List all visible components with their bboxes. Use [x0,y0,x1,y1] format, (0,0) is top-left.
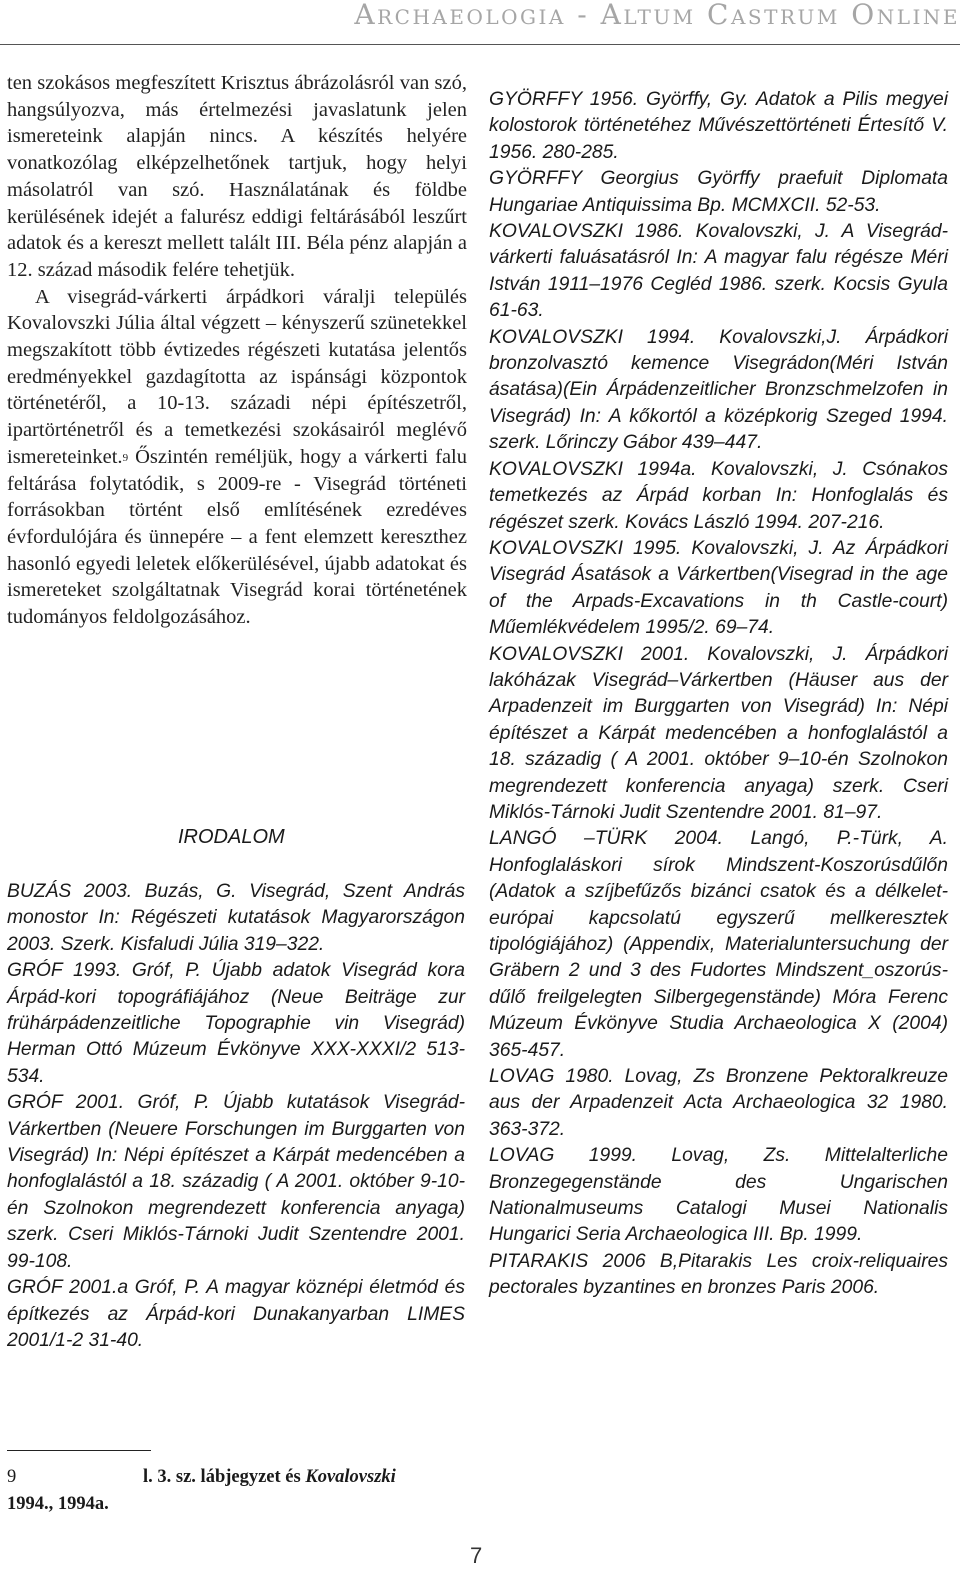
reference-entry: KOVALOVSZKI 1995. Kovalovszki, J. Az Árpádkori Visegrád Ásatások a Várkertben(Visegrad in the age of the Arpads-Excavations in th Castle-court) Műemlékvédelem 1995/2. 69–74. [489,537,948,639]
running-header [0,0,960,46]
body-paragraph-2 [7,284,467,631]
body-paragraph-2-part-a: A visegrád-várkerti árpádkori váralji település Kovalovszki Júlia által végzett – kényszerű szünetekkel megszakított több évtizedes régészeti kutatása jelentős eredményekkel gazdagította az ispánsági központok történetéről, a 10-13. századi népi építészetről, ipartörténetről és a temetkezési szokásairól meglévő ismereteinket. [7,285,467,468]
footnote-text-line2: 1994., 1994a. [7,1494,109,1514]
reference-entry: LOVAG 1980. Lovag, Zs Bronzene Pektoralkreuze aus der Arpadenzeit Acta Archaeologica 32 1980. 363-372. [489,1066,948,1140]
reference-entry: GYÖRFFY 1956. Györffy, Gy. Adatok a Pilis megyei kolostorok történetéhez Művészettörténeti Értesítő V. 1956. 280-285. [489,89,948,163]
footnote-number: 9 [7,1467,17,1487]
footnote [7,1464,467,1518]
footnote-rule [7,1450,151,1451]
reference-entry: GYÖRFFY Georgius Györffy praefuit Diplomata Hungariae Antiquissima Bp. MCMXCII. 52-53. [489,168,948,216]
footnote-marker: 9 [122,451,129,464]
references-left [7,879,465,1354]
body-paragraph-2-part-b: Őszintén reméljük, hogy a várkerti falu feltárása folytatódik, s 2009-re - Visegrád történeti forrásokban történt első említésének ezredéves évfordulójára és ünnepére – a fent elemzett kereszthez hasonló egyedi leletek előkerülésével, újabb adatokat és ismereteket szolgáltatnak Visegrád korai történetének tudományos feldolgozásához. [7,445,467,629]
reference-entry: LANGÓ –TÜRK 2004. Langó, P.-Türk, A. Honfoglaláskori sírok Mindszent-Koszorúsdűlőn (Adatok a szíjbefűzős bizánci csatok és a délkelet-európai kapcsolatú egyszerű mellkeresztek tipológiájához) (Appendix, Materialuntersuchung der Gräbern 2 und 3 des Fudortes Mindszent_oszorús-dűlő freilgelegten Silbergegenstände) Móra Ferenc Múzeum Évkönyve Studia Archaeologica X (2004) 365-457. [489,828,948,1061]
reference-entry: GRÓF 2001. Gróf, P. Újabb kutatások Visegrád-Várkertben (Neuere Forschungen im Burggarten von Visegrád) In: Népi építészet a Kárpát medencében a honfoglalástól a 18. századig ( A 2001. október 9-10-én Szolnokon megrendezett konferencia anyaga) szerk. Cseri Miklós-Tárnoki Judit Szentendre 2001. 99-108. [7,1092,465,1272]
reference-entry: BUZÁS 2003. Buzás, G. Visegrád, Szent András monostor In: Régészeti kutatások Magyarországon 2003. Szerk. Kisfaludi Júlia 319–322. [7,881,465,955]
reference-entry: KOVALOVSZKI 1994. Kovalovszki,J. Árpádkori bronzolvasztó kemence Visegrádon(Méri István ásatása)(Ein Árpádenzeitlicher Bronzschmelzofen in Visegrád) In: A kőkortól a középkorig Szeged 1994. szerk. Lőrinczy Gábor 439–447. [489,326,948,454]
reference-entry: GRÓF 2001.a Gróf, P. A magyar köznépi életmód és építkezés az Árpád-kori Dunakanyarban LIMES 2001/1-2 31-40. [7,1277,465,1351]
left-column [7,70,467,631]
reference-entry: KOVALOVSZKI 2001. Kovalovszki, J. Árpádkori lakóházak Visegrád–Várkertben (Häuser aus der Arpadenzeit im Burggarten von Visegrád) In: Népi építészet a Kárpát medencében a honfoglalástól a 18. századig ( A 2001. október 9–10-én Szolnokon megrendezett konferencia anyaga) szerk. Cseri Miklós-Tárnoki Judit Szentendre 2001. 81–97. [489,643,948,823]
reference-entry: PITARAKIS 2006 B,Pitarakis Les croix-reliquaires pectorales byzantines en bronzes Paris 2006. [489,1250,948,1299]
right-column [489,87,948,1302]
footnote-text: l. 3. sz. lábjegyzet és Kovalovszki [143,1467,396,1487]
journal-title: Archaeologia - Altum Castrum Online [354,0,960,31]
body-paragraph-1: ten szokásos megfeszített Krisztus ábrázolásról van szó, hangsúlyozva, más értelmezési javaslatunk jelen ismereteink alapján nincs. A készítés helyére vonatkozólag elképzelhetőnek tartjuk, hogy helyi másolatról van szó. Használatának és földbe kerülésének idejét a falurész eddigi feltárásából leszűrt adatok és a kereszt mellett talált III. Béla pénz alapján a 12. század második felére tehetjük. [7,72,467,281]
section-title-irodalom: IRODALOM [178,826,285,848]
reference-entry: LOVAG 1999. Lovag, Zs. Mittelalterliche Bronzegegenstände des Ungarischen Nationalmuseums Catalogi Musei Nationalis Hungarici Seria Archaeologica III. Bp. 1999. [489,1145,948,1246]
reference-entry: KOVALOVSZKI 1986. Kovalovszki, J. A Visegrád-várkerti faluásatásról In: A magyar falu régésze Méri István 1911–1976 Cegléd 1986. szerk. Kocsis Gyula 61-63. [489,221,948,322]
reference-entry: GRÓF 1993. Gróf, P. Újabb adatok Visegrád kora Árpád-kori topográfiájához (Neue Beiträge zur frühárpádenzeitliche Topographie vin Visegrád) Herman Ottó Múzeum Évkönyve XXX-XXXI/2 513-534. [7,960,465,1087]
page-number: 7 [470,1543,483,1568]
header-rule [0,44,960,45]
reference-entry: KOVALOVSZKI 1994a. Kovalovszki, J. Csónakos temetkezés az Árpád korban In: Honfoglalás és régészet szerk. Kovács László 1994. 207-216. [489,458,948,533]
